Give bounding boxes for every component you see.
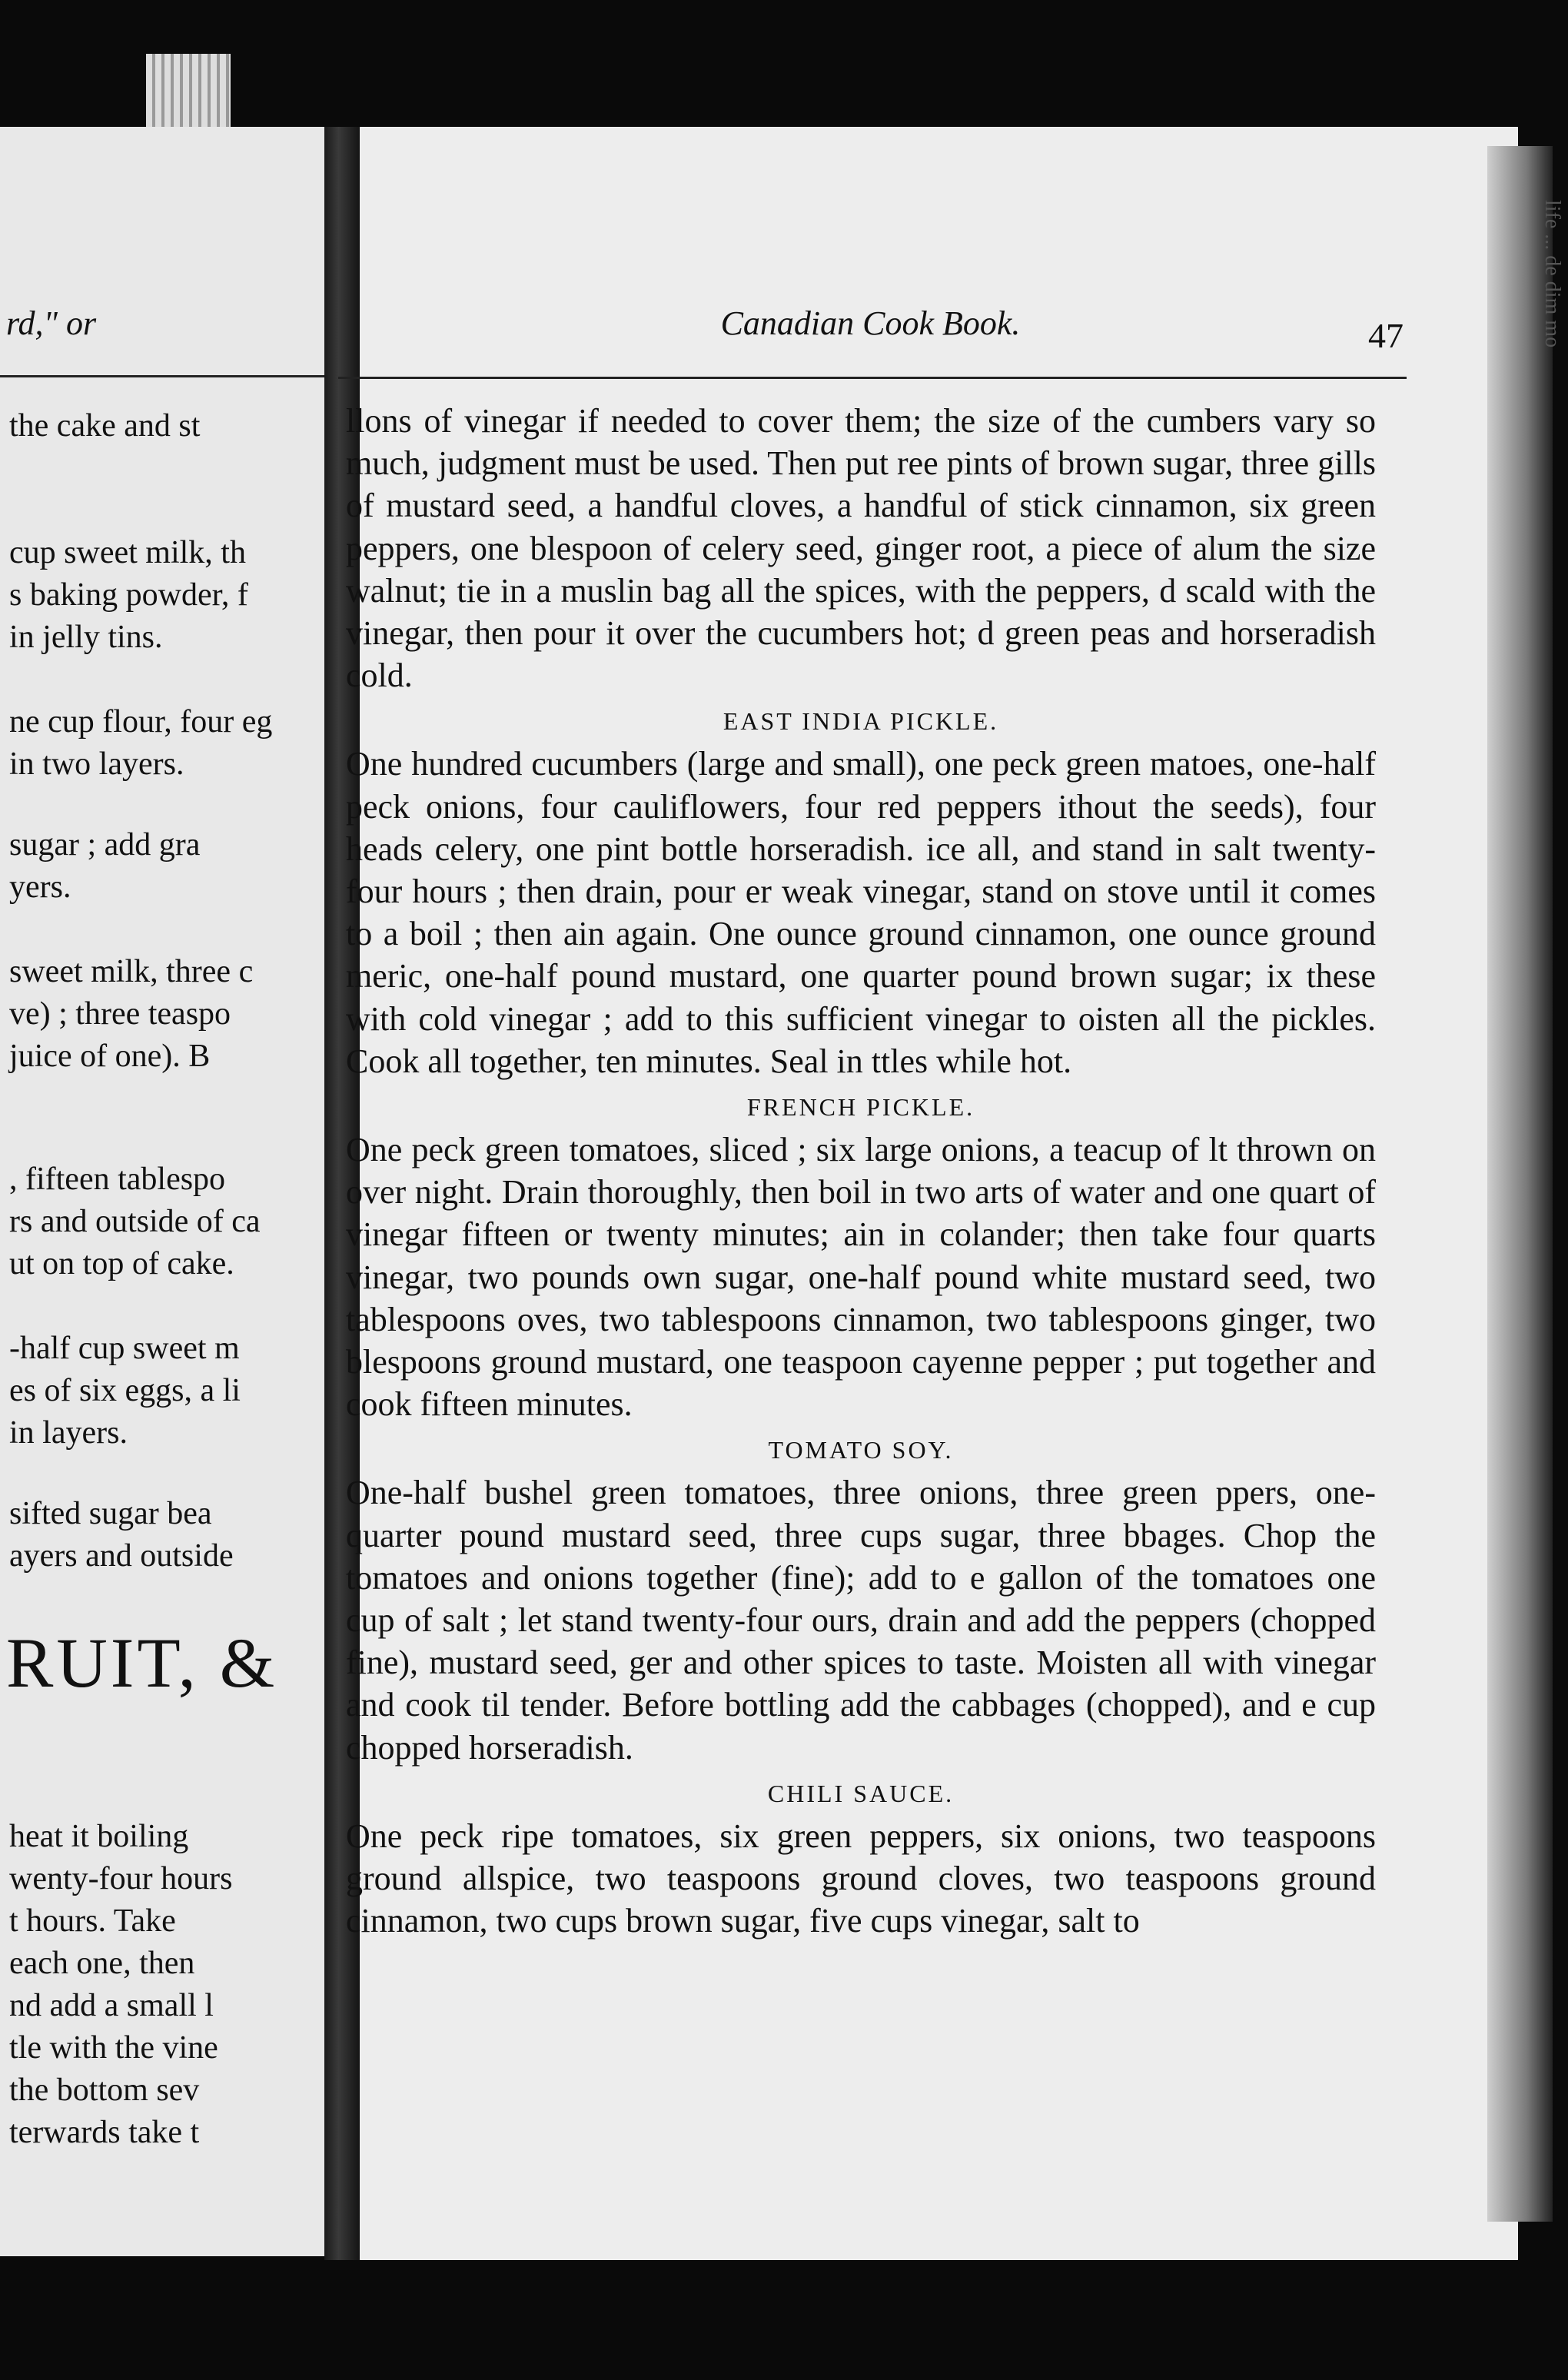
recipe-body: One hundred cucumbers (large and small), one peck green matoes, one-half peck onions, four cauliflowers, four red peppers ithout the seeds), four heads celery, one pint bottle horseradish. ice all, and stand in salt twenty-four hours ; then drain, pour er weak vinegar, stand on stove until it comes to a boil ; then ain again. One ounce ground cinnamon, one ounce ground meric, one-half pound mustard, one quarter pound brown sugar; ix these with cold vinegar ; add to this sufficient vinegar to oisten all the pickles. Cook all together, ten minutes. Seal in ttles while hot. xyxy=(346,745,1376,1080)
page-title: Canadian Cook Book. xyxy=(720,304,1021,342)
left-page-line: ayers and outside xyxy=(9,1538,234,1574)
left-page-line: , fifteen tablespo xyxy=(9,1162,226,1197)
left-page-line: nd add a small l xyxy=(9,1988,214,2023)
left-page-line: t hours. Take xyxy=(9,1903,176,1939)
header-rule xyxy=(338,377,1407,379)
left-page-line: in two layers. xyxy=(9,746,184,782)
left-page-line: ut on top of cake. xyxy=(9,1246,234,1281)
left-page-line: sweet milk, three c xyxy=(9,954,254,989)
left-page-line: wenty-four hours xyxy=(9,1861,233,1896)
intro-paragraph: llons of vinegar if needed to cover them; the size of the cumbers vary so much, judgment must be used. Then put ree pints of brown sugar, three gills of mustard seed, a handful cloves, a handful of stick cinnamon, six green peppers, one blespoon of celery seed, ginger root, a piece of alum the size walnut; tie in a muslin bag all the spices, with the peppers, d scald with the vinegar, then pour it over the cucumbers hot; d green peas and horseradish cold. xyxy=(346,402,1376,695)
recipe-title: EAST INDIA PICKLE. xyxy=(723,707,999,736)
left-page-line: ve) ; three teaspo xyxy=(9,996,231,1032)
recipe-title: TOMATO SOY. xyxy=(768,1436,954,1464)
left-page-line: heat it boiling xyxy=(9,1819,189,1854)
left-page-line: cup sweet milk, th xyxy=(9,535,246,570)
recipe-title: FRENCH PICKLE. xyxy=(746,1093,975,1122)
bookmark-ribbon xyxy=(146,54,231,131)
recipe-body: One-half bushel green tomatoes, three onions, three green ppers, one-quarter pound mustard seed, three cups sugar, three bbages. Chop the tomatoes and onions together (fine); add to e gallon of the tomatoes one cup of salt ; let stand twenty-four ours, drain and add the peppers (chopped fine), mustard seed, ger and other spices to taste. Moisten all with vinegar and cook til tender. Before bottling add the cabbages (chopped), and e cup chopped horseradish. xyxy=(346,1474,1376,1767)
left-page-line: in layers. xyxy=(9,1415,128,1451)
left-page-line: es of six eggs, a li xyxy=(9,1373,241,1408)
left-page-line: ne cup flour, four eg xyxy=(9,704,273,740)
margin-note: life ... de dim mo xyxy=(1540,200,1564,348)
left-page-line: the cake and st xyxy=(9,408,201,444)
left-page-line: terwards take t xyxy=(9,2115,200,2150)
left-header-rule xyxy=(0,375,331,377)
left-page-line: yers. xyxy=(9,869,71,905)
recipe-title: CHILI SAUCE. xyxy=(767,1779,955,1807)
left-page-line: -half cup sweet m xyxy=(9,1331,240,1366)
left-section-heading: RUIT, & xyxy=(6,1624,278,1702)
left-page-line: sifted sugar bea xyxy=(9,1496,212,1531)
left-page-line: rs and outside of ca xyxy=(9,1204,261,1239)
left-page-line: in jelly tins. xyxy=(9,620,163,655)
right-page-text xyxy=(346,400,1376,1943)
left-page-line: each one, then xyxy=(9,1946,195,1981)
left-page-line: s baking powder, f xyxy=(9,577,248,613)
left-page-line: sugar ; add gra xyxy=(9,827,201,863)
left-page-line: the bottom sev xyxy=(9,2073,200,2108)
left-page-header: rd," or xyxy=(6,304,97,342)
left-page-line: tle with the vine xyxy=(9,2030,218,2066)
recipe-body: One peck ripe tomatoes, six green peppers, six onions, two teaspoons ground allspice, two teaspoons ground cloves, two teaspoons ground cinnamon, two cups brown sugar, five cups vinegar, salt to xyxy=(346,1817,1376,1940)
left-page-line: juice of one). B xyxy=(9,1039,211,1074)
recipe-body: One peck green tomatoes, sliced ; six large onions, a teacup of lt thrown on over night. Drain thoroughly, then boil in two arts of water and one quart of vinegar fifteen or twenty minutes; ain in colander; then take four quarts vinegar, two pounds own sugar, one-half pound white mustard seed, two tablespoons oves, two tablespoons cinnamon, two tablespoons ginger, two blespoons ground mustard, one teaspoon cayenne pepper ; put together and cook fifteen minutes. xyxy=(346,1131,1376,1424)
page-number: 47 xyxy=(1368,316,1404,355)
